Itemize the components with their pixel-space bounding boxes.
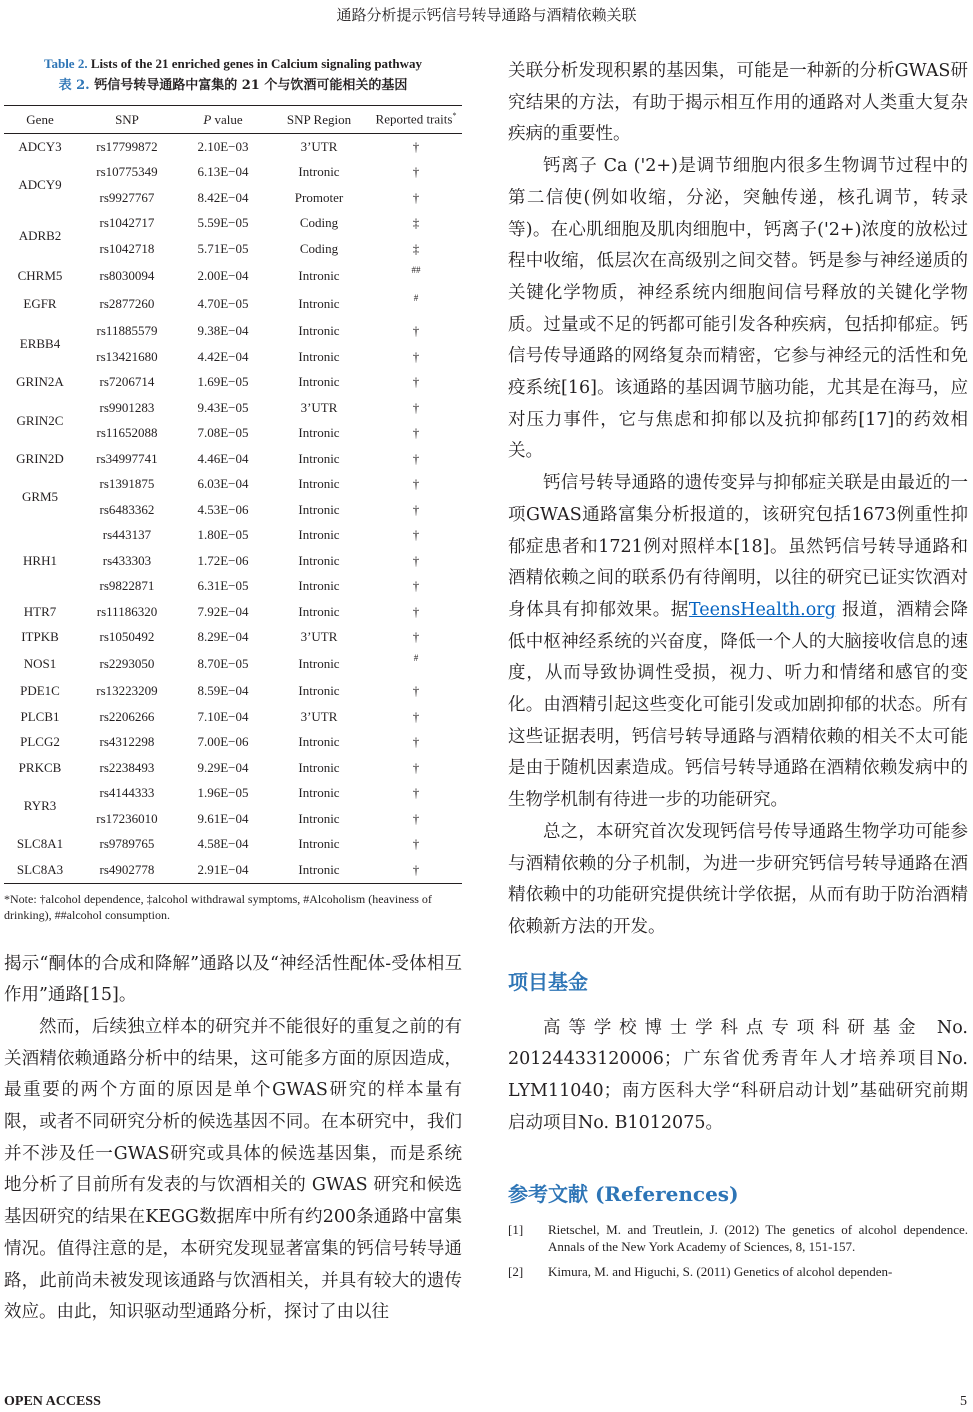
snp-region-cell: Intronic <box>298 323 340 339</box>
p-value-cell: 4.53E−06 <box>197 501 249 517</box>
table-row <box>4 781 462 807</box>
snp-cell: rs10775349 <box>96 164 158 180</box>
p-value-cell: 4.46E−04 <box>197 450 249 466</box>
snp-region-cell: Intronic <box>298 476 340 492</box>
table-row <box>4 160 462 186</box>
table-caption-en-text: Lists of the 21 enriched genes in Calcium signaling pathway <box>90 56 422 71</box>
col-p-italic: P <box>203 111 212 127</box>
snp-region-cell: Intronic <box>298 734 340 750</box>
table-row <box>4 395 462 421</box>
col-gene: Gene <box>4 106 76 134</box>
table-row <box>4 290 462 319</box>
reported-trait-cell: † <box>412 629 420 645</box>
table-row <box>4 599 462 625</box>
table-row <box>4 730 462 756</box>
footer-journal: OPEN ACCESS <box>4 1394 101 1409</box>
reported-trait-cell: † <box>412 785 420 801</box>
left-column <box>4 56 462 1329</box>
snp-region-cell: Coding <box>299 240 339 256</box>
col-snp: SNP <box>76 106 178 134</box>
reported-trait-cell: ## <box>411 264 421 275</box>
snp-cell: rs17236010 <box>96 810 158 826</box>
reported-trait-cell: ‡ <box>412 215 420 231</box>
p-value-cell: 5.71E−05 <box>197 240 249 256</box>
gene-cell: GRM5 <box>21 489 59 504</box>
snp-cell: rs9822871 <box>99 578 155 594</box>
snp-cell: rs1042718 <box>99 240 155 256</box>
table-caption-zh <box>4 74 462 93</box>
snp-region-cell: Intronic <box>298 656 340 672</box>
reported-trait-cell: † <box>412 527 420 543</box>
snp-region-cell: 3’UTR <box>300 399 338 415</box>
reported-trait-cell: † <box>412 164 420 180</box>
snp-cell: rs7206714 <box>99 374 155 390</box>
gene-cell: RYR3 <box>23 798 57 813</box>
reference-item <box>508 1263 968 1280</box>
p-value-cell: 2.10E−03 <box>197 138 249 154</box>
reported-trait-cell: † <box>370 857 462 883</box>
p-value-cell: 9.61E−04 <box>197 810 249 826</box>
gene-cell: HTR7 <box>23 603 57 619</box>
snp-cell: rs9927767 <box>99 189 155 205</box>
reference-number: [1] <box>508 1221 524 1237</box>
left-paragraph-2: 然而，后续独立样本的研究并不能很好的重复之前的有关酒精依赖通路分析中的结果，这可能多方面的原因造成，最重要的两个方面的原因是单个GWAS研究的样本量有限，或者不同研究分析的候选基因不同。在本研究中，我们并不涉及任一GWAS研究或具体的候选基因集，而是系统地分析了目前所有发表的与饮酒相关的 GWAS 研究和候选基因研究的结果在KEGG数据库中所有约200条通路中富集情况。值得注意的是，本研究发现显著富集的钙信号转导通路，此前尚未被发现该通路与饮酒相关，并具有较大的遗传效应。由此，知识驱动型通路分析，探讨了由以往 <box>4 1016 462 1323</box>
reported-trait-cell: † <box>412 810 420 826</box>
reported-trait-cell: # <box>413 293 419 303</box>
gene-cell: ADRB2 <box>18 228 62 243</box>
table-row <box>4 370 462 396</box>
right-paragraph-3-part-b: 报道，酒精会降低中枢神经系统的兴奋度，降低一个人的大脑接收信息的速度，从而导致协调性受损，视力、听力和情绪和感官的变化。由酒精引起这些变化可能引发或加剧抑郁的状态。所有这些证据表明，钙信号转导通路与酒精依赖的相关不太可能是由于随机因素造成。钙信号转导通路在酒精依赖发病中的生物学机制有待进一步的功能研究。 <box>508 599 969 811</box>
right-paragraph-1: 关联分析发现积累的基因集，可能是一种新的分析GWAS研究结果的方法，有助于揭示相互作用的通路对人类重大复杂疾病的重要性。 <box>508 61 968 145</box>
gene-cell: ADCY3 <box>18 138 62 154</box>
p-value-cell: 4.70E−05 <box>197 296 249 312</box>
snp-cell: rs13421680 <box>96 348 158 364</box>
gene-cell: SLC8A3 <box>4 857 76 883</box>
gene-cell: HRH1 <box>23 552 57 568</box>
col-traits-asterisk: * <box>452 111 457 121</box>
snp-cell: rs11186320 <box>96 603 158 619</box>
p-value-cell: 9.43E−05 <box>197 399 249 415</box>
snp-cell: rs6483362 <box>99 501 155 517</box>
table-row <box>4 755 462 781</box>
table-row <box>4 319 462 345</box>
gene-cell: EGFR <box>23 296 57 312</box>
table-row <box>4 211 462 237</box>
table-row <box>4 832 462 858</box>
snp-cell: rs13223209 <box>96 683 158 699</box>
right-paragraph-3-part-a: 钙信号转导通路的遗传变异与抑郁症关联是由最近的一项GWAS通路富集分析报道的，该研究包括1673例重性抑郁症患者和1721例对照样本[18]。虽然钙信号转导通路和酒精依赖之间的联系仍有待阐明，以往的研究已证实饮酒对身体具有抑郁效果。据 <box>508 473 968 620</box>
snp-cell: rs1391875 <box>99 476 155 492</box>
p-value-cell: 5.59E−05 <box>197 215 249 231</box>
p-value-cell: 2.00E−04 <box>197 267 249 283</box>
snp-region-cell: 3’UTR <box>300 138 338 154</box>
reported-trait-cell: † <box>412 759 420 775</box>
teenshealth-link[interactable]: TeensHealth.org <box>688 599 836 620</box>
gene-cell: CHRM5 <box>17 267 63 283</box>
snp-region-cell: Intronic <box>298 552 340 568</box>
table-row <box>4 134 462 160</box>
gene-cell: ITPKB <box>21 629 59 645</box>
snp-cell: rs17799872 <box>96 138 158 154</box>
col-p-suffix: value <box>211 111 243 127</box>
snp-region-cell: Intronic <box>298 267 340 283</box>
gene-cell: GRIN2D <box>16 450 64 466</box>
snp-region-cell: Intronic <box>298 501 340 517</box>
reported-trait-cell: † <box>412 734 420 750</box>
reported-trait-cell: † <box>412 189 420 205</box>
gene-cell: PLCB1 <box>20 708 60 724</box>
snp-cell: rs11885579 <box>96 323 158 339</box>
p-value-cell: 1.80E−05 <box>197 527 249 543</box>
snp-region-cell: Intronic <box>298 683 340 699</box>
p-value-cell: 1.72E−06 <box>197 552 249 568</box>
gene-cell: ERBB4 <box>19 336 61 351</box>
snp-cell: rs4312298 <box>99 734 155 750</box>
snp-region-cell: Intronic <box>298 450 340 466</box>
snp-region-cell: Intronic <box>298 759 340 775</box>
snp-region-cell: Intronic <box>298 785 340 801</box>
snp-cell: rs2293050 <box>99 656 155 672</box>
left-paragraph-1: 揭示“酮体的合成和降解”通路以及“神经活性配体-受体相互作用”通路[15]。 <box>4 953 462 1006</box>
snp-region-cell: Intronic <box>268 857 370 883</box>
snp-region-cell: Intronic <box>298 296 340 312</box>
p-value-cell: 9.29E−04 <box>197 759 249 775</box>
p-value-cell: 6.03E−04 <box>197 476 249 492</box>
snp-region-cell: Promoter <box>294 189 344 205</box>
table-note: *Note: †alcohol dependence, ‡alcohol withdrawal symptoms, #Alcoholism (heaviness of drinking), ##alcohol consumption. <box>4 891 432 922</box>
p-value-cell: 4.58E−04 <box>197 836 249 852</box>
snp-cell: rs1042717 <box>99 215 155 231</box>
references-heading: 参考文献 (References) <box>508 1181 739 1206</box>
gene-cell: SLC8A1 <box>16 836 64 852</box>
reported-trait-cell: † <box>412 683 420 699</box>
p-value-cell: 8.70E−05 <box>197 656 249 672</box>
right-column <box>508 56 968 1280</box>
right-paragraph-3 <box>508 468 968 817</box>
snp-region-cell: Intronic <box>298 810 340 826</box>
snp-cell: rs4144333 <box>99 785 155 801</box>
reported-trait-cell: † <box>412 348 420 364</box>
gene-cell: ADCY9 <box>18 177 62 192</box>
reported-trait-cell: † <box>412 603 420 619</box>
reported-trait-cell: † <box>412 552 420 568</box>
funding-heading: 项目基金 <box>508 969 588 994</box>
snp-region-cell: Coding <box>299 215 339 231</box>
table-row <box>4 625 462 651</box>
p-value-cell: 8.29E−04 <box>197 629 249 645</box>
snp-cell: rs433303 <box>102 552 152 568</box>
snp-cell: rs11652088 <box>96 425 158 441</box>
gene-cell: PDE1C <box>20 683 60 699</box>
p-value-cell: 1.69E−05 <box>197 374 249 390</box>
gene-cell: PLCG2 <box>20 734 60 750</box>
table-caption-zh-label: 表 2. <box>58 78 90 93</box>
snp-region-cell: 3’UTR <box>300 708 338 724</box>
gene-cell: NOS1 <box>23 656 57 672</box>
col-reported-traits <box>370 106 462 134</box>
col-traits-label: Reported traits <box>375 111 453 127</box>
gene-cell: PRKCB <box>18 759 62 775</box>
reported-trait-cell: † <box>412 138 420 154</box>
table-row <box>4 262 462 291</box>
reported-trait-cell: † <box>412 501 420 517</box>
p-value-cell: 9.38E−04 <box>197 323 249 339</box>
snp-cell: rs9901283 <box>99 399 155 415</box>
gene-cell: GRIN2A <box>16 374 64 390</box>
table-row <box>4 523 462 549</box>
snp-cell: rs2206266 <box>99 708 155 724</box>
gene-cell: GRIN2C <box>16 412 64 428</box>
snp-cell: rs4902778 <box>76 857 178 883</box>
snp-cell: rs1050492 <box>99 629 155 645</box>
table-row <box>4 857 462 883</box>
reference-list <box>508 1221 968 1280</box>
reference-text: Kimura, M. and Higuchi, S. (2011) Genetics of alcohol dependen- <box>548 1263 893 1279</box>
reported-trait-cell: # <box>413 653 419 663</box>
snp-region-cell: 3’UTR <box>300 629 338 645</box>
reported-trait-cell: ‡ <box>412 240 420 256</box>
snp-region-cell: Intronic <box>298 603 340 619</box>
snp-region-cell: Intronic <box>298 348 340 364</box>
snp-region-cell: Intronic <box>298 527 340 543</box>
reference-number: [2] <box>508 1263 524 1279</box>
snp-region-cell: Intronic <box>298 836 340 852</box>
p-value-cell: 8.59E−04 <box>197 683 249 699</box>
snp-region-cell: Intronic <box>298 164 340 180</box>
p-value-cell: 6.31E−05 <box>197 578 249 594</box>
gene-table <box>4 105 462 884</box>
reported-trait-cell: † <box>412 374 420 390</box>
reported-trait-cell: † <box>412 450 420 466</box>
reported-trait-cell: † <box>412 399 420 415</box>
reference-text: Rietschel, M. and Treutlein, J. (2012) The genetics of alcohol dependence. Annals of the New York Academy of Sciences, 8, 151-157. <box>548 1221 968 1254</box>
p-value-cell: 4.42E−04 <box>197 348 249 364</box>
snp-cell: rs2238493 <box>99 759 155 775</box>
reported-trait-cell: † <box>412 323 420 339</box>
right-paragraph-2: 钙离子 Ca ('2+)是调节细胞内很多生物调节过程中的第二信使(例如收缩，分泌，突触传递，核孔调节，转录等)。在心肌细胞及肌肉细胞中，钙离子('2+)浓度的放松过程中收缩，低层次在高级别之间交替。钙是参与神经递质的关键化学物质，神经系统内细胞间信号释放的关键化学物质。过量或不足的钙都可能引发各种疾病，包括抑郁症。钙信号传导通路的网络复杂而精密，它参与神经元的活性和免疫系统[16]。该通路的基因调节脑功能，尤其是在海马，应对压力事件，它与焦虑和抑郁以及抗抑郁药[17]的药效相关。 <box>508 156 968 462</box>
snp-region-cell: Intronic <box>298 578 340 594</box>
p-value-cell: 6.13E−04 <box>197 164 249 180</box>
p-value-cell: 8.42E−04 <box>197 189 249 205</box>
running-title: 通路分析提示钙信号转导通路与酒精依赖关联 <box>336 6 637 24</box>
snp-cell: rs2877260 <box>99 296 155 312</box>
snp-region-cell: Intronic <box>298 425 340 441</box>
right-paragraph-4: 总之，本研究首次发现钙信号传导通路生物学功可能参与酒精依赖的分子机制，为进一步研究钙信号转导通路在酒精依赖中的功能研究提供统计学依据，从而有助于防治酒精依赖新方法的开发。 <box>508 821 968 937</box>
snp-region-cell: Intronic <box>298 374 340 390</box>
table-caption-en <box>4 56 462 72</box>
reported-trait-cell: † <box>412 836 420 852</box>
reported-trait-cell: † <box>412 708 420 724</box>
table-row <box>4 679 462 705</box>
p-value-cell: 7.00E−06 <box>197 734 249 750</box>
table-row <box>4 472 462 498</box>
p-value-cell: 1.96E−05 <box>197 785 249 801</box>
footer-page-number: 5 <box>960 1394 967 1409</box>
table-caption-zh-text: 钙信号转导通路中富集的 21 个与饮酒可能相关的基因 <box>94 78 408 93</box>
table-row <box>4 446 462 472</box>
p-value-cell: 7.10E−04 <box>197 708 249 724</box>
funding-text: 高等学校博士学科点专项科研基金 No. 20124433120006；广东省优秀青年人才培养项目No. LYM11040；南方医科大学“科研启动计划”基础研究前期启动项目No. B1012075。 <box>508 1017 968 1133</box>
col-p-value <box>178 106 268 134</box>
table-header-row <box>4 106 462 134</box>
snp-cell: rs443137 <box>102 527 152 543</box>
snp-cell: rs34997741 <box>96 450 158 466</box>
reported-trait-cell: † <box>412 425 420 441</box>
p-value-cell: 7.08E−05 <box>197 425 249 441</box>
reported-trait-cell: † <box>412 578 420 594</box>
table-row <box>4 650 462 679</box>
col-snp-region: SNP Region <box>268 106 370 134</box>
reported-trait-cell: † <box>412 476 420 492</box>
table-row <box>4 704 462 730</box>
table-caption-en-label: Table 2. <box>43 56 88 71</box>
p-value-cell: 2.91E−04 <box>178 857 268 883</box>
p-value-cell: 7.92E−04 <box>197 603 249 619</box>
reference-item <box>508 1221 968 1255</box>
snp-cell: rs8030094 <box>99 267 155 283</box>
snp-cell: rs9789765 <box>99 836 155 852</box>
